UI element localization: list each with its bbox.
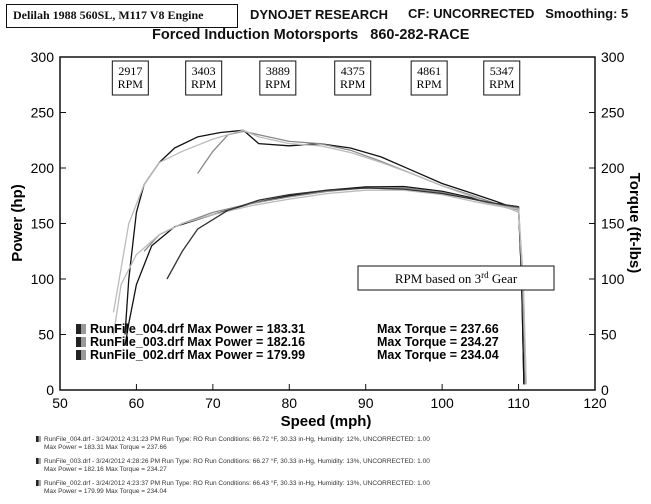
y-tick-label: 250 (30, 104, 54, 121)
rpm-marker-label: RPM (191, 77, 217, 91)
rpm-markers (112, 61, 519, 95)
annotation-superscript: rd (481, 270, 489, 280)
rpm-marker-label: 4861 (417, 64, 442, 78)
y-tick-label: 300 (30, 49, 54, 65)
footer-line: Max Power = 182.16 Max Torque = 234.27 (44, 466, 167, 473)
annotation-part: Gear (488, 271, 518, 286)
legend-swatch-dark (76, 350, 81, 360)
y-tick-label: 100 (30, 271, 54, 287)
legend-swatch-light (81, 350, 86, 360)
rpm-marker-label: 2917 (118, 64, 143, 78)
run-swatch-icon (36, 436, 41, 442)
y2-tick-label: 0 (601, 382, 609, 398)
y-tick-label: 0 (46, 382, 54, 398)
legend-power-entry: RunFile_003.drf Max Power = 182.16 (90, 335, 306, 349)
legend-torque-entry: Max Torque = 237.66 (377, 322, 499, 336)
series-line-extra-power (167, 188, 519, 279)
x-tick-label: 90 (357, 395, 374, 411)
y2-tick-label: 50 (601, 326, 617, 343)
y2-tick-label: 100 (601, 271, 625, 287)
run-swatch-icon (36, 458, 41, 464)
correction-info: CF: UNCORRECTED Smoothing: 5 (408, 6, 629, 21)
y2-tick-label: 200 (601, 160, 625, 176)
x-tick-label: 80 (281, 395, 298, 411)
y-tick-label: 150 (30, 215, 54, 232)
legend-swatch-icon (76, 350, 86, 360)
footer-line: Max Power = 179.99 Max Torque = 234.04 (44, 488, 167, 495)
y2-tick-label: 250 (601, 104, 625, 121)
vendor-name: DYNOJET RESEARCH (250, 7, 388, 22)
legend-swatch-icon (76, 324, 86, 334)
vehicle-title: Delilah 1988 560SL, M117 V8 Engine (6, 4, 238, 28)
legend-power-entry: RunFile_002.drf Max Power = 179.99 (90, 348, 306, 362)
gear-annotation (358, 266, 554, 290)
footer-line: RunFile_004.drf - 3/24/2012 4:31:23 PM Run Type: RO Run Conditions: 66.72 °F, 30.33 in-Hg, Humidity: 12%, UNCORRECTED: 1.00 (44, 436, 430, 443)
annotation-part: RPM based on 3 (394, 271, 482, 286)
y-axis-label: Power (hp) (9, 184, 26, 262)
legend-swatch-light (81, 337, 86, 347)
y-tick-label: 200 (30, 160, 54, 176)
rpm-marker-label: 4375 (340, 64, 365, 78)
rpm-marker-label: RPM (117, 77, 143, 91)
x-tick-label: 60 (128, 395, 145, 411)
x-tick-label: 100 (430, 395, 454, 411)
x-axis-label: Speed (mph) (280, 413, 372, 430)
legend-torque-entry: Max Torque = 234.27 (377, 335, 499, 349)
shop-info: Forced Induction Motorsports 860-282-RACE (152, 27, 470, 43)
x-tick-label: 120 (583, 395, 607, 411)
footer-line: RunFile_002.drf - 3/24/2012 4:23:37 PM Run Type: RO Run Conditions: 66.43 °F, 30.33 in-Hg, Humidity: 13%, UNCORRECTED: 1.00 (44, 480, 430, 487)
y-tick-label: 50 (38, 326, 54, 343)
rpm-marker-label: 5347 (489, 64, 514, 78)
footer-run-002 (36, 480, 430, 496)
legend (76, 322, 499, 362)
annotation-text (395, 270, 518, 286)
rpm-marker-label: 3889 (265, 64, 290, 78)
rpm-marker-label: 3403 (191, 64, 216, 78)
rpm-marker-label: RPM (265, 77, 291, 91)
footer-line: RunFile_003.drf - 3/24/2012 4:28:26 PM Run Type: RO Run Conditions: 66.27 °F, 30.33 in-Hg, Humidity: 13%, UNCORRECTED: 1.00 (44, 458, 430, 465)
rpm-marker-label: RPM (416, 77, 442, 91)
legend-swatch-dark (76, 324, 81, 334)
rpm-marker-label: RPM (340, 77, 366, 91)
legend-swatch-dark (76, 337, 81, 347)
footer-run-003 (36, 458, 430, 474)
rpm-marker-label: RPM (489, 77, 515, 91)
x-tick-label: 110 (507, 395, 530, 411)
y2-axis-label: Torque (ft-lbs) (626, 172, 643, 274)
x-tick-label: 50 (52, 395, 68, 411)
legend-swatch-light (81, 324, 86, 334)
x-axis (52, 384, 607, 411)
legend-power-entry: RunFile_004.drf Max Power = 183.31 (90, 322, 306, 336)
footer-run-004 (36, 436, 430, 452)
footer-line: Max Power = 183.31 Max Torque = 237.66 (44, 444, 167, 451)
legend-swatch-icon (76, 337, 86, 347)
run-swatch-icon (36, 480, 41, 486)
legend-torque-entry: Max Torque = 234.04 (377, 348, 499, 362)
x-tick-label: 70 (205, 395, 221, 411)
y2-tick-label: 150 (601, 215, 625, 232)
y2-tick-label: 300 (601, 49, 625, 65)
